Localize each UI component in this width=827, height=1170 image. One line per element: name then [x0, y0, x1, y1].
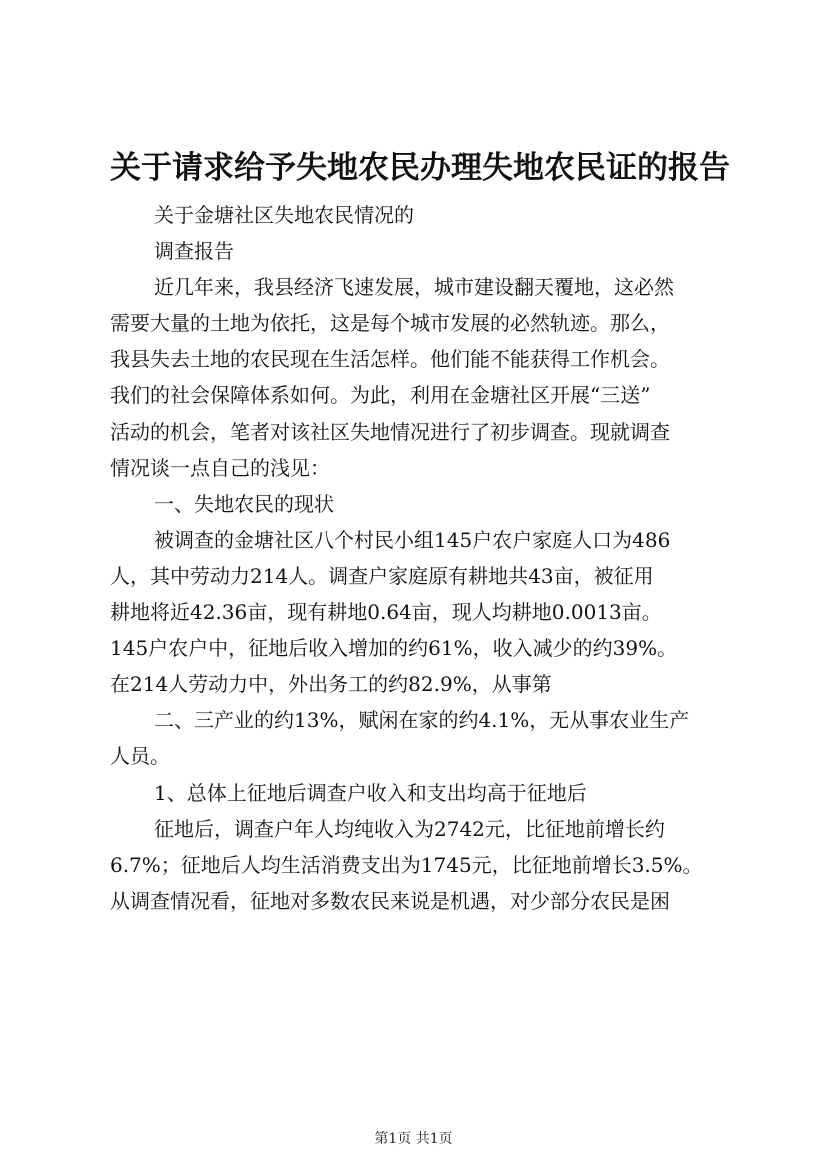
body-line: 调查报告: [154, 239, 234, 264]
page-number-footer: 第1页 共1页: [374, 1131, 453, 1147]
body-line: 被调查的金塘社区八个村民小组145户农户家庭人口为486: [154, 527, 671, 552]
body-line: 从调查情况看，征地对多数农民来说是机遇，对少部分农民是困: [110, 888, 670, 913]
body-line: 需要大量的土地为依托，这是每个城市发展的必然轨迹。那么，: [110, 311, 670, 336]
subsection-heading: 1、总体上征地后调查户收入和支出均高于征地后: [154, 780, 587, 805]
body-line: 人，其中劳动力214人。调查户家庭原有耕地共43亩，被征用: [110, 563, 654, 588]
body-line: 近几年来，我县经济飞速发展，城市建设翻天覆地，这必然: [154, 275, 674, 300]
body-line: 6.7%；征地后人均生活消费支出为1745元，比征地前增长3.5%。: [110, 852, 703, 877]
body-line: 145户农户中，征地后收入增加的约61%，收入减少的约39%。: [110, 636, 678, 661]
document-body: [110, 197, 730, 919]
document-title: 关于请求给予失地农民办理失地农民证的报告: [110, 150, 730, 186]
body-line: 在214人劳动力中，外出务工的约82.9%，从事第: [110, 672, 552, 697]
body-line: 我们的社会保障体系如何。为此，利用在金塘社区开展“三送”: [110, 383, 651, 408]
body-line: 我县失去土地的农民现在生活怎样。他们能不能获得工作机会。: [110, 347, 670, 372]
body-line: 人员。: [110, 744, 170, 769]
body-line: 关于金塘社区失地农民情况的: [154, 203, 414, 227]
body-line: 耕地将近42.36亩，现有耕地0.64亩，现人均耕地0.0013亩。: [110, 600, 662, 625]
body-line: 情况谈一点自己的浅见：: [110, 455, 330, 480]
body-line: 二、三产业的约13%，赋闲在家的约4.1%，无从事农业生产: [154, 708, 690, 733]
body-line: 征地后，调查户年人均纯收入为2742元，比征地前增长约: [154, 816, 665, 841]
body-line: 活动的机会，笔者对该社区失地情况进行了初步调查。现就调查: [110, 419, 670, 444]
section-heading: 一、失地农民的现状: [154, 491, 334, 516]
